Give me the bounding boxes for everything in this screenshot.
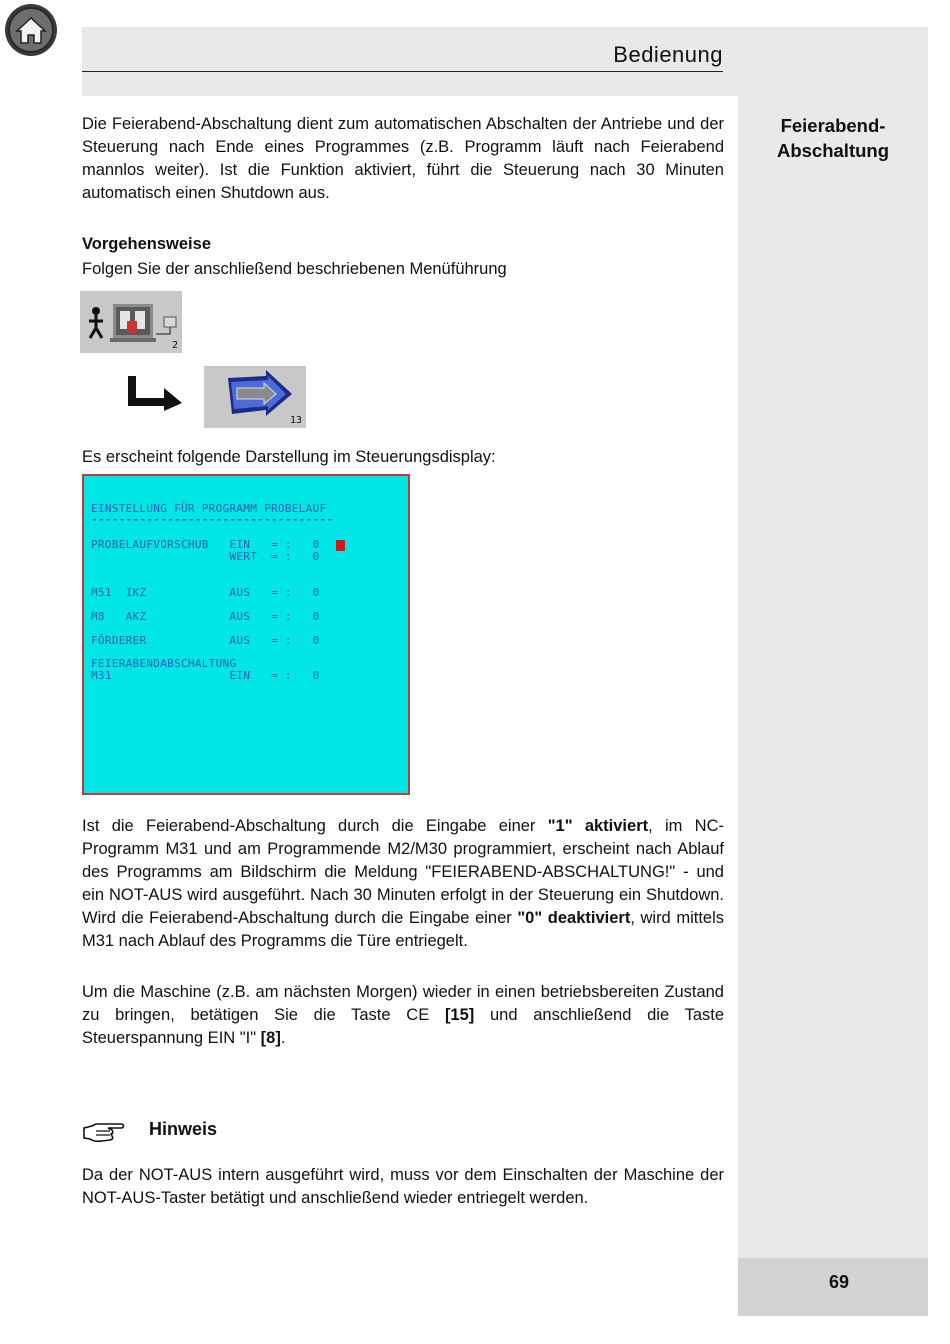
- home-icon: [4, 3, 58, 57]
- screen-title: EINSTELLUNG FÜR PROGRAMM PROBELAUF: [91, 502, 327, 515]
- margin-title: [748, 113, 918, 163]
- procedure-heading: Vorgehensweise: [82, 235, 211, 253]
- screen-rule: -----------------------------------: [91, 513, 334, 526]
- screen-row: WERT = : 0: [91, 550, 320, 563]
- display-intro: Es erscheint folgende Darstellung im Steuerungsdisplay:: [82, 448, 496, 466]
- restart-paragraph: Um die Maschine (z.B. am nächsten Morgen) wieder in einen betriebsbereiten Zustand zu bringen, betätigen Sie die Taste CE [15] und anschließend die Taste Steuerspannung EIN "I" [8].: [82, 983, 725, 1047]
- machine-operator-icon: [80, 291, 182, 353]
- home-button[interactable]: [4, 3, 58, 57]
- screen-row: M51 IKZ AUS = : 0: [91, 586, 320, 599]
- screen-row: M8 AKZ AUS = : 0: [91, 610, 320, 623]
- pointing-hand-icon: [82, 1120, 126, 1144]
- key-reference: [8]: [260, 1029, 281, 1047]
- screen-row: FÖRDERER AUS = : 0: [91, 634, 320, 647]
- screen-row: M31 EIN = : 0: [91, 669, 320, 682]
- screen-row: FEIERABENDABSCHALTUNG: [91, 657, 237, 670]
- screen-row: PROBELAUFVORSCHUB EIN = : 0: [91, 538, 320, 551]
- softkey-next[interactable]: [204, 366, 306, 428]
- procedure-text: Folgen Sie der anschließend beschriebenen Menüführung: [82, 260, 507, 278]
- intro-paragraph: Die Feierabend-Abschaltung dient zum automatischen Abschalten der Antriebe und der Steuerung nach Ende eines Programmes (z.B. Programm läuft nach Feierabend mannlos weiter). Ist die Funktion aktiviert, führt die Steuerung nach 30 Minuten automatisch einen Shutdown aus.: [82, 115, 724, 202]
- page-number: 69: [828, 1272, 850, 1292]
- page-header-title: Bedienung: [613, 42, 723, 67]
- note-text: Da der NOT-AUS intern ausgeführt wird, muss vor dem Einschalten der Maschine der NOT-AUS-Taster betätigt und anschließend wieder entriegelt werden.: [82, 1166, 724, 1207]
- softkey-number: 13: [289, 415, 302, 426]
- deactivation-keyword: "0" deaktiviert: [517, 909, 631, 927]
- margin-title-line1: Feierabend-: [780, 115, 886, 136]
- margin-title-line2: Abschaltung: [776, 140, 890, 161]
- control-display: [82, 474, 410, 795]
- note-heading: Hinweis: [149, 1119, 218, 1139]
- activation-paragraph: Ist die Feierabend-Abschaltung durch die Eingabe einer "1" aktiviert, im NC-Programm M31 und am Programmende M2/M30 programmiert, erscheint nach Ablauf des Programms am Bildschirm die Meldung "FEIERABEND-ABSCHALTUNG!" - und ein NOT-AUS wird ausgeführt. Nach 30 Minuten erfolgt in der Steuerung ein Shutdown. Wird die Feierabend-Abschaltung durch die Eingabe einer "0" deaktiviert, wird mittels M31 nach Ablauf des Programms die Türe entriegelt.: [82, 817, 724, 950]
- margin-column: [738, 96, 928, 1316]
- input-cursor: [336, 540, 345, 551]
- key-reference: [15]: [444, 1006, 475, 1024]
- softkey-machine[interactable]: [80, 291, 182, 353]
- activation-keyword: "1" aktiviert: [547, 817, 649, 835]
- header-rule: [82, 71, 723, 72]
- navigation-arrow-icon: [126, 374, 184, 412]
- softkey-number: 2: [171, 340, 178, 351]
